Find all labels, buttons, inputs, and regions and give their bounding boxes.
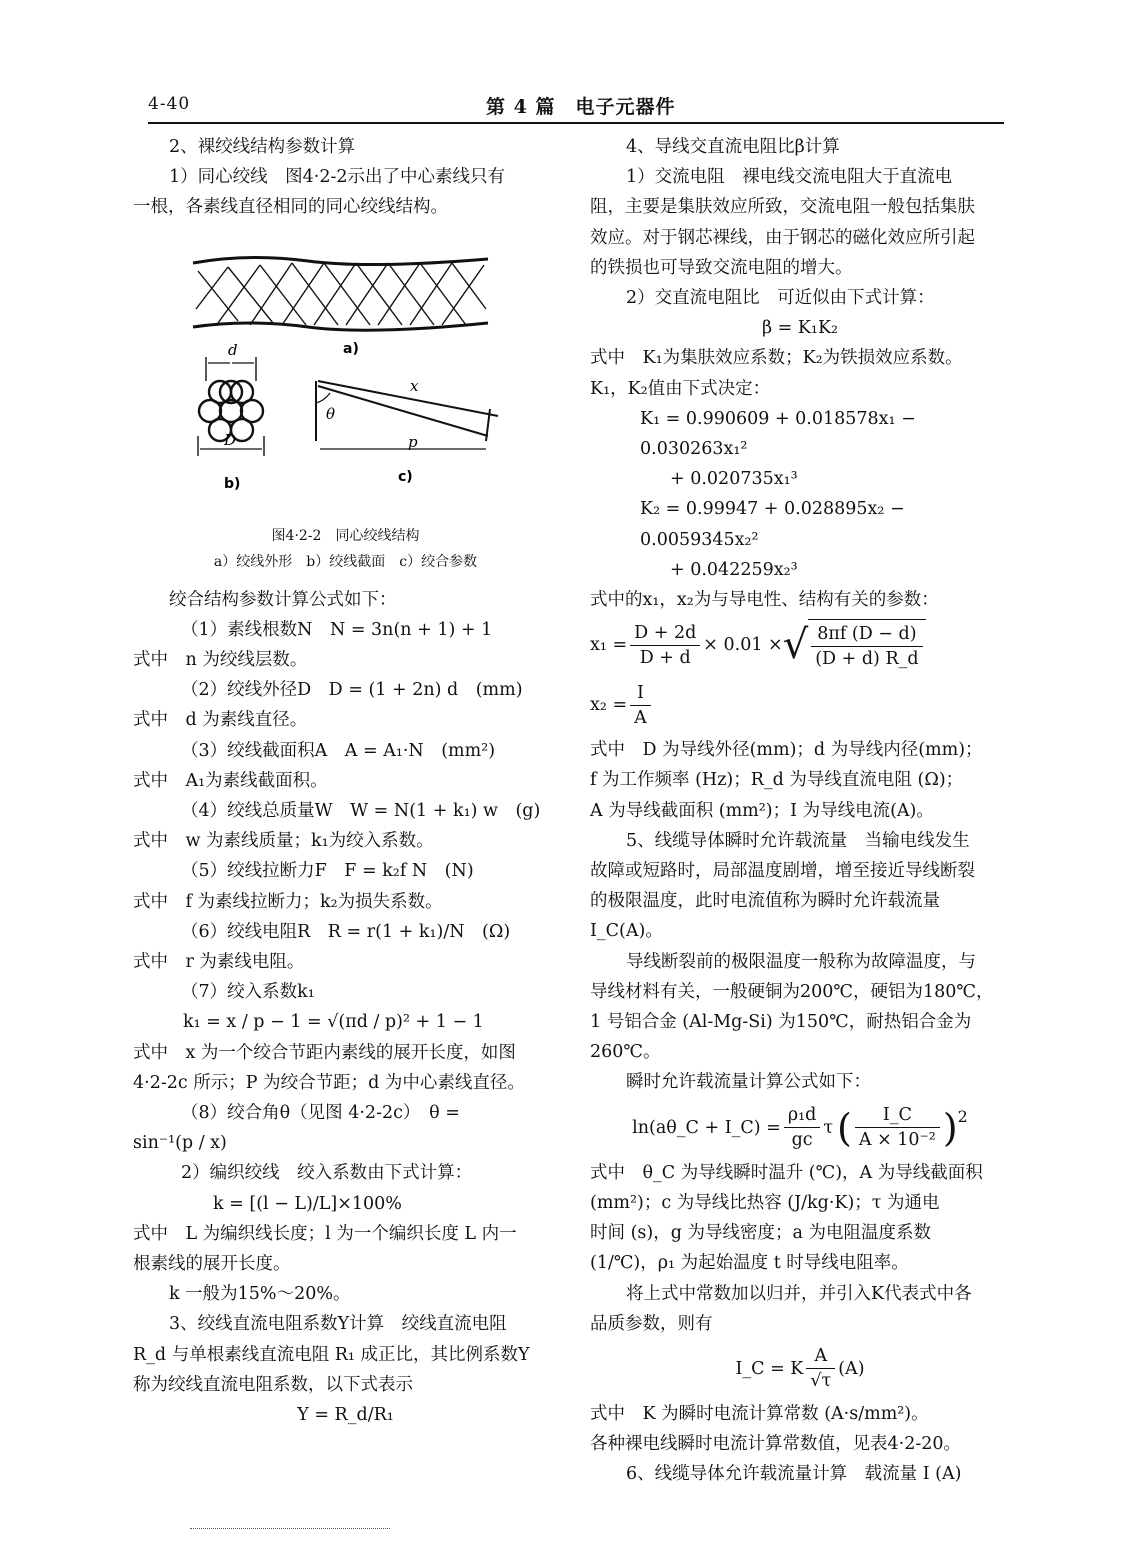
ln-numerator: ρ₁d	[784, 1103, 821, 1128]
paragraph: 阻，主要是集肤效应所致，交流电阻一般包括集肤	[590, 197, 975, 218]
fig-label-x: x	[410, 376, 419, 395]
paragraph: k 一般为15%～20%。	[169, 1284, 351, 1305]
paragraph: 绞合结构参数计算公式如下：	[169, 589, 397, 610]
formula-where: (mm²)；c 为导线比热容 (J/kg·K)；τ 为通电	[590, 1192, 940, 1213]
paragraph: 各种裸电线瞬时电流计算常数值，见表4·2-20。	[590, 1434, 962, 1455]
formula-where: 时间 (s)，g 为导线密度；a 为电阻温度系数	[590, 1223, 931, 1244]
formula-where: f 为工作频率 (Hz)；R_d 为导线直流电阻 (Ω)；	[590, 770, 964, 791]
paragraph: 2）交直流电阻比 可近似由下式计算：	[626, 288, 935, 309]
x1-radicand	[811, 622, 922, 671]
formula-where: 式中 n 为绞线层数。	[133, 650, 308, 671]
x1-lhs: x₁ =	[590, 635, 628, 656]
section-4-title: 4、导线交直流电阻比β计算	[626, 137, 840, 157]
paragraph: 260℃。	[590, 1042, 661, 1063]
paragraph: R_d 与单根素线直流电阻 R₁ 成正比，其比例系数Υ	[133, 1344, 530, 1365]
fig-label-c: c)	[398, 468, 413, 485]
formula-where: 式中 r 为素线电阻。	[133, 952, 305, 973]
formula: （6）绞线电阻R R = r(1 + k₁)/N (Ω)	[181, 921, 511, 942]
ic-lhs: I_C = K	[735, 1358, 804, 1379]
formula: （8）绞合角θ（见图 4·2-2c） θ =	[181, 1103, 460, 1124]
x1-numerator: D + 2d	[630, 621, 700, 646]
formula: sin⁻¹(p / x)	[133, 1133, 227, 1154]
formula-where: 根素线的展开长度。	[133, 1254, 291, 1275]
formula-where: (1/℃)，ρ₁ 为起始温度 t 时导线电阻率。	[590, 1253, 909, 1274]
paragraph: 故障或短路时，局部温度剧增，增至接近导线断裂	[590, 861, 975, 882]
formula-equation: k₁ = x / p − 1 = √(πd / p)² + 1 − 1	[183, 1012, 484, 1033]
formula-equation: k = [(l − L)/L]×100%	[213, 1193, 402, 1214]
left-column	[133, 132, 558, 1430]
formula-equation: K₁ = 0.990609 + 0.018578x₁ − 0.030263x₁²	[640, 408, 916, 460]
section-5-title: 5、线缆导体瞬时允许载流量 当输电线发生	[626, 830, 970, 851]
formula-where: K₁，K₂值由下式决定：	[590, 378, 771, 399]
x1-equation	[590, 615, 1010, 675]
paragraph: 导线材料有关，一般硬铜为200℃，硬铝为180℃，	[590, 981, 994, 1002]
formula-where: 式中 A₁为素线截面积。	[133, 770, 328, 791]
formula: （4）绞线总质量W W = N(1 + k₁) w (g)	[181, 801, 541, 822]
fig-label-theta: θ	[326, 404, 336, 423]
x1-denominator: D + d	[639, 647, 691, 668]
paragraph: 2）编织绞线 绞入系数由下式计算：	[181, 1163, 473, 1184]
ln-exponent: 2	[957, 1106, 968, 1126]
header-rule	[148, 122, 1004, 124]
fig-label-d: d	[228, 340, 238, 359]
formula-equation: Υ = R_d/R₁	[297, 1405, 394, 1426]
paragraph: 瞬时允许载流量计算公式如下：	[626, 1072, 871, 1093]
paragraph: 1）同心绞线 图4·2-2示出了中心素线只有	[169, 167, 506, 188]
formula-where: 式中 K₁为集肤效应系数；K₂为铁损效应系数。	[590, 348, 963, 369]
x2-fraction	[630, 681, 651, 730]
paragraph: 的极限温度，此时电流值称为瞬时允许载流量	[590, 891, 940, 912]
x1-fraction	[630, 621, 700, 670]
ic-numerator: A	[806, 1344, 835, 1369]
paragraph: I_C(A)。	[590, 921, 663, 942]
figure-4-2-2	[133, 231, 558, 521]
fig-label-p: p	[408, 432, 418, 451]
formula-where: 式中的x₁，x₂为与导电性、结构有关的参数：	[590, 590, 939, 611]
formula: （2）绞线外径D D = (1 + 2n) d (mm)	[181, 680, 523, 701]
page-title: 第 4 篇 电子元器件	[486, 96, 676, 118]
fig-label-b: b)	[224, 475, 241, 492]
formula-where: 式中 D 为导线外径(mm)；d 为导线内径(mm)；	[590, 740, 983, 761]
section-6-title: 6、线缆导体允许载流量计算 载流量 I (A)	[626, 1464, 962, 1485]
x2-denominator: A	[634, 707, 647, 728]
formula-equation: β = K₁K₂	[761, 318, 839, 339]
x2-equation	[590, 675, 1010, 735]
page-number: 4-40	[148, 94, 191, 114]
paragraph: 1）交流电阻 裸电线交流电阻大于直流电	[626, 167, 953, 188]
ln-fraction	[784, 1103, 821, 1152]
x2-numerator: I	[630, 681, 651, 706]
figure-subcaption: a）绞线外形 b）绞线截面 c）绞合参数	[213, 553, 478, 570]
formula-equation: + 0.020735x₁³	[670, 469, 798, 490]
paragraph: 效应。对于钢芯裸线，由于钢芯的磁化效应所引起	[590, 227, 975, 248]
formula-where: 式中 f 为素线拉断力；k₂为损失系数。	[133, 891, 443, 912]
paragraph: 导线断裂前的极限温度一般称为故障温度，与	[626, 951, 976, 972]
ic-denominator: √τ	[810, 1371, 832, 1392]
figure-caption: 图4·2-2 同心绞线结构	[271, 527, 420, 544]
formula-where: 4·2-2c 所示；P 为绞合节距；d 为中心素线直径。	[133, 1072, 525, 1093]
fig-label-D: D	[224, 430, 237, 449]
section-3-title: 3、绞线直流电阻系数Υ计算 绞线直流电阻	[169, 1314, 507, 1335]
paragraph: 品质参数，则有	[590, 1313, 713, 1334]
formula: （7）绞入系数k₁	[181, 982, 315, 1003]
formula: （1）素线根数N N = 3n(n + 1) + 1	[181, 619, 493, 640]
section-2-title: 2、裸绞线结构参数计算	[169, 137, 356, 157]
paragraph: 将上式中常数加以归并，并引入K代表式中各	[626, 1283, 972, 1304]
x1-sqrt: √ $\frac{8\pi f (D - d)}{(D + d) R\_d}$	[783, 619, 926, 671]
paragraph: 称为绞线直流电阻系数，以下式表示	[133, 1374, 413, 1395]
formula-where: 式中 θ_C 为导线瞬时温升 (℃)，A 为导线截面积	[590, 1162, 983, 1183]
footer-dotted-line	[190, 1528, 390, 1529]
right-column	[590, 132, 1010, 1490]
formula-where: 式中 w 为素线质量；k₁为绞入系数。	[133, 831, 434, 852]
formula-where: 式中 x 为一个绞合节距内素线的展开长度，如图	[133, 1042, 516, 1063]
x2-lhs: x₂ =	[590, 695, 628, 716]
fig-label-a: a)	[343, 340, 359, 357]
ln-paren-fraction	[855, 1103, 940, 1152]
x1-radicand-numerator: 8πf (D − d)	[811, 622, 922, 647]
formula-where: A 为导线截面积 (mm²)；I 为导线电流(A)。	[590, 800, 934, 821]
ln-paren-denominator: A × 10⁻²	[858, 1130, 936, 1151]
ln-paren-numerator: I_C	[855, 1103, 940, 1128]
x1-multiplier: × 0.01 ×	[703, 635, 783, 656]
paragraph: 一根，各素线直径相同的同心绞线结构。	[133, 197, 448, 218]
ic-unit: (A)	[838, 1358, 865, 1379]
paragraph: 1 号铝合金 (Al-Mg-Si) 为150℃，耐热铝合金为	[590, 1012, 972, 1033]
x1-radicand-denominator: (D + d) R_d	[815, 649, 919, 670]
ic-fraction	[806, 1344, 835, 1393]
ln-equation: ln(aθ_C + I_C) = $\frac{\text{ρ₁d}}{gc}$ τ ( $\frac{I\_C}{\text{A × 10⁻²}}$ ) 2	[590, 1098, 1010, 1158]
ln-denominator: gc	[791, 1130, 813, 1151]
formula-equation: K₂ = 0.99947 + 0.028895x₂ − 0.0059345x₂²	[640, 499, 905, 550]
wire-exterior-drawing	[193, 257, 488, 330]
stranded-wire-diagram	[188, 231, 508, 521]
formula-equation: + 0.042259x₂³	[670, 559, 798, 580]
formula-where: 式中 K 为瞬时电流计算常数 (A·s/mm²)。	[590, 1403, 929, 1424]
page-header	[148, 92, 1004, 124]
ln-lhs: ln(aθ_C + I_C) =	[632, 1117, 781, 1138]
formula: （3）绞线截面积A A = A₁·N (mm²)	[181, 740, 496, 761]
ln-tau: τ	[823, 1117, 834, 1138]
formula-where: 式中 d 为素线直径。	[133, 710, 308, 731]
formula: （5）绞线拉断力F F = k₂f N (N)	[181, 861, 474, 882]
formula-where: 式中 L 为编织线长度；l 为一个编织长度 L 内一	[133, 1223, 517, 1244]
paragraph: 的铁损也可导致交流电阻的增大。	[590, 257, 853, 278]
ic-equation	[590, 1339, 1010, 1399]
lay-parameters-drawing	[316, 381, 498, 449]
